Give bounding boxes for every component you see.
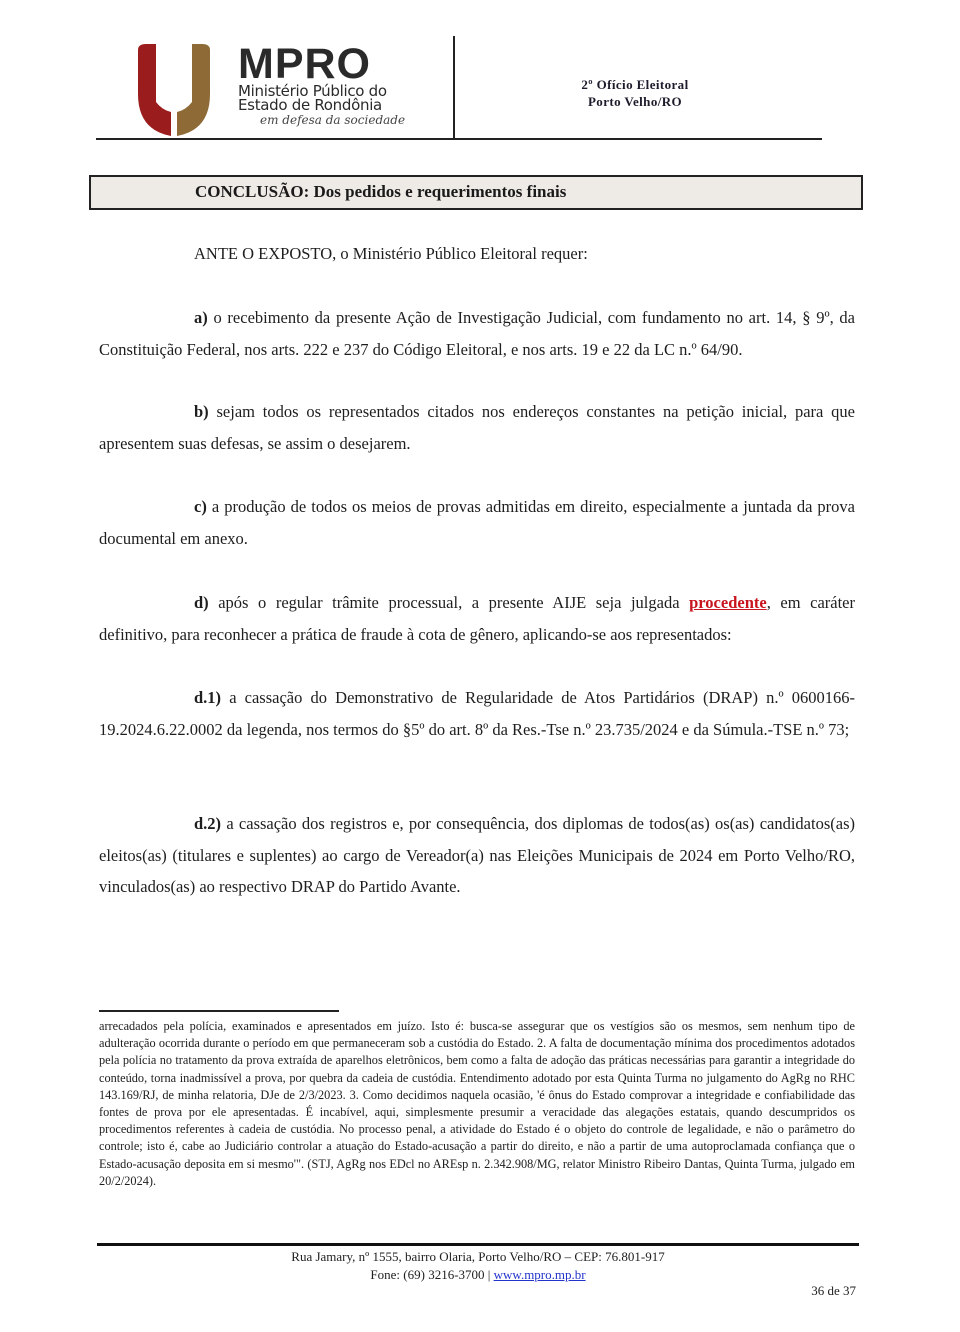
office-line2: Porto Velho/RO — [587, 94, 683, 109]
item-label: a) — [194, 308, 208, 327]
header-rule — [96, 138, 822, 140]
item-label: d.1) — [194, 688, 222, 707]
item-text: o recebimento da presente Ação de Investigação Judicial, com fundamento no art. 14, § 9º, da Constituição Federal, nos arts. 222 e 237 do Código Eleitoral, e nos arts. 19 e 22 da LC n.º 64/90. — [99, 308, 855, 359]
request-item-d2 — [99, 808, 855, 903]
request-item-d — [99, 587, 855, 650]
item-label: d.2) — [194, 814, 222, 833]
office-heading — [540, 76, 730, 110]
office-line1: 2º Ofício Eleitoral — [581, 77, 689, 92]
item-text: a cassação dos registros e, por consequência, dos diplomas de todos(as) os(as) candidatos(as) eleitos(as) (titulares e suplentes) ao cargo de Vereador(a) nas Eleições Municipais de 2024 em Porto Velho/RO, vinculados(as) ao respectivo DRAP do Partido Avante. — [99, 814, 855, 896]
logo-name-line1: Ministério Público do — [238, 82, 387, 100]
intro-text: ANTE O EXPOSTO, o Ministério Público Eleitoral requer: — [194, 244, 588, 263]
footer-rule — [97, 1243, 859, 1246]
request-item-c — [99, 491, 855, 554]
footer-address: Rua Jamary, nº 1555, bairro Olaria, Porto Velho/RO – CEP: 76.801-917 — [291, 1249, 665, 1264]
header-vertical-divider — [453, 36, 455, 140]
footnote: arrecadados pela polícia, examinados e apresentados em juízo. Isto é: busca-se assegurar que os vestígios são os mesmos, sem nenhum tipo de adulteração ocorrida durante o período em que permaneceram sob a custódia do Estado. 2. A falta de documentação mínima dos procedimentos adotados pela polícia no tratamento da prova extraída de aparelhos eletrônicos, bem como a falta de adoção das práticas necessárias para garantir a integridade do conteúdo, torna inadmissível a prova, por quebra da cadeia de custódia. Entendimento adotado por esta Quinta Turma no julgamento do AgRg no RHC 143.169/RJ, de minha relatoria, DJe de 2/3/2023. 3. Como decidimos naquela ocasião, 'é ônus do Estado comprovar a integridade e confiabilidade das fontes de prova por ele apresentadas. É incabível, aqui, simplesmente presumir a veracidade das alegações estatais, quando descumpridos os procedimentos referentes à cadeia de custódia. No processo penal, a atividade do Estado é o objeto do controle de legalidade, e não o parâmetro do controle; isto é, cabe ao Judiciário controlar a atuação do Estado-acusação a partir do direito, e não a partir de uma autoproclamada confiança que o Estado-acusação deposita em si mesmo'". (STJ, AgRg nos EDcl no AREsp n. 2.342.908/MG, relator Ministro Ribeiro Dantas, Quinta Turma, julgado em 20/2/2024). — [99, 1019, 855, 1188]
footer-contact — [97, 1248, 859, 1284]
item-text: a produção de todos os meios de provas admitidas em direito, especialmente a juntada da prova documental em anexo. — [99, 497, 855, 548]
footnote-separator — [99, 1010, 339, 1012]
mpro-logo — [238, 40, 438, 127]
request-item-b — [99, 396, 855, 459]
footer-phone-line — [97, 1266, 859, 1284]
item-label: b) — [194, 402, 209, 421]
logo-name-line2: Estado de Rondônia — [238, 96, 382, 114]
logo-left-shield — [138, 44, 171, 136]
footer-phone: Fone: (69) 3216-3700 | — [370, 1267, 494, 1282]
item-text: a cassação do Demonstrativo de Regularidade de Atos Partidários (DRAP) n.º 0600166-19.2024.6.22.0002 da legenda, nos termos do §5º do art. 8º da Res.-Tse n.º 23.735/2024 e da Súmula.-TSE n.º 73; — [99, 688, 855, 739]
logo-right-shield — [177, 44, 210, 136]
item-text-before: após o regular trâmite processual, a presente AIJE seja julgada — [208, 593, 690, 612]
item-text: sejam todos os representados citados nos endereços constantes na petição inicial, para que apresentem suas defesas, se assim o desejarem. — [99, 402, 855, 453]
item-text-after: , em caráter definitivo, para reconhecer a prática de fraude à cota de gênero, aplicando-se aos representados: — [99, 593, 855, 644]
section-title-box — [89, 175, 863, 210]
logo-tagline: em defesa da sociedade — [260, 113, 406, 127]
request-item-d1 — [99, 682, 855, 745]
section-title: CONCLUSÃO: Dos pedidos e requerimentos finais — [195, 182, 567, 201]
mpro-logo-shield-icon — [136, 44, 212, 136]
item-label: d) — [194, 593, 209, 612]
intro-paragraph — [99, 238, 855, 270]
page-number: 36 de 37 — [811, 1283, 856, 1298]
logo-acronym: MPRO — [238, 40, 371, 88]
request-item-a — [99, 302, 855, 365]
highlighted-word: procedente — [689, 593, 767, 612]
website-link[interactable]: www.mpro.mp.br — [493, 1267, 586, 1282]
item-label: c) — [194, 497, 207, 516]
